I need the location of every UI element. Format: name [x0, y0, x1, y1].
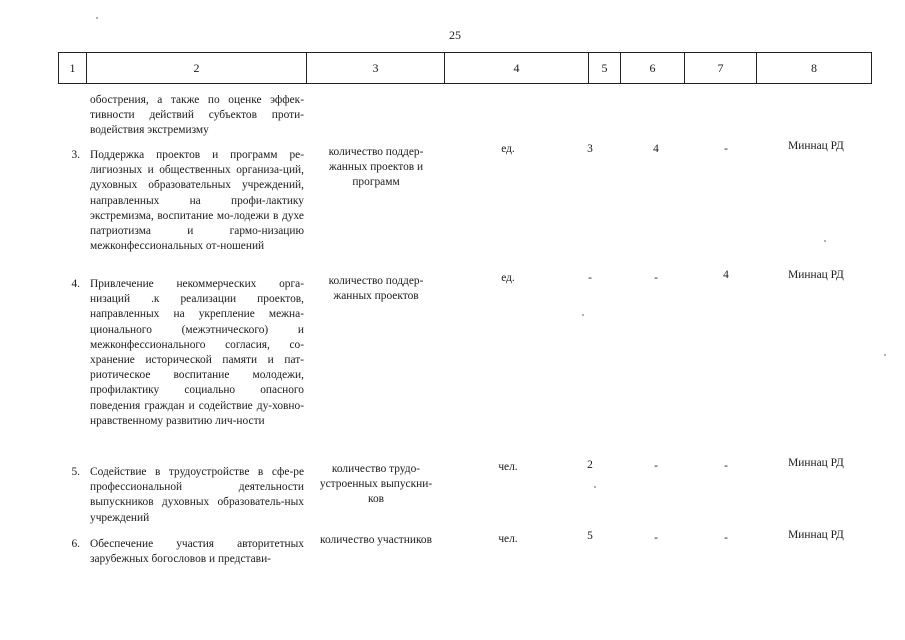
row-col-7: -	[724, 460, 728, 472]
row-col-5: 3	[587, 143, 593, 155]
row-indicator: количество поддер-жанных проектов	[328, 275, 424, 303]
row-col-5: 5	[587, 530, 593, 542]
row-activity-name: Обеспечение участия авторитетных зарубежных богословов и представи-	[90, 538, 304, 566]
row-col-5: 2	[587, 459, 593, 471]
row-col-6: 4	[653, 143, 659, 155]
header-col-3: 3	[306, 52, 444, 84]
row-unit: чел.	[498, 533, 518, 545]
header-col-6: 6	[620, 52, 684, 84]
row-activity-name: Привлечение некоммерческих орга-низаций .к реализации проектов, направленных на укрепление межна-ционального (межэтнического) и межконфессионального согласия, со-хранение исторической памяти и пат-риотическое воспитание молодежи, профилактику социально опасного поведения граждан и содействие ду-ховно-нравственному развитию лич-ности	[90, 278, 304, 427]
header-col-2: 2	[86, 52, 306, 84]
row-executor: Миннац РД	[788, 457, 844, 469]
header-col-1: 1	[58, 52, 86, 84]
row-col-7: 4	[723, 269, 729, 281]
scan-speck	[582, 314, 584, 316]
page-number: 25	[449, 28, 461, 42]
row-indicator: количество поддер-жанных проектов и программ	[328, 146, 424, 189]
row-col-7: -	[724, 143, 728, 155]
row-col-5: -	[588, 272, 592, 284]
row-col-6: -	[654, 460, 658, 472]
continuation-text: обострения, а также по оценке эффек-тивности действий субъектов проти-водействия экстремизму	[90, 94, 304, 137]
row-activity-name: Содействие в трудоустройстве в сфе-ре профессиональной деятельности выпускников духовных образователь-ных учреждений	[90, 466, 304, 524]
row-col-7: -	[724, 532, 728, 544]
row-executor: Миннац РД	[788, 140, 844, 152]
row-unit: ед.	[501, 143, 515, 155]
scan-speck	[884, 354, 886, 356]
row-executor: Миннац РД	[788, 269, 844, 281]
row-indicator: количество участников	[320, 534, 432, 546]
row-number: 4.	[71, 278, 80, 290]
table-header	[58, 52, 872, 84]
row-unit: чел.	[498, 461, 518, 473]
scan-speck	[96, 17, 98, 19]
header-col-5: 5	[588, 52, 620, 84]
row-activity-name: Поддержка проектов и программ ре-лигиозных и общественных организа-ций, духовных образовательных учреждений, направленных на профи-лактику экстремизма, воспитание мо-лодежи в духе патриотизма и гармо-низацию межконфессиональных от-ношений	[90, 149, 304, 253]
row-col-6: -	[654, 272, 658, 284]
scan-speck	[824, 240, 826, 242]
scan-speck	[594, 486, 596, 488]
header-col-4: 4	[444, 52, 588, 84]
row-unit: ед.	[501, 272, 515, 284]
row-number: 6.	[71, 538, 80, 550]
row-number: 5.	[71, 466, 80, 478]
row-indicator: количество трудо-устроенных выпускни-ков	[319, 463, 433, 506]
row-number: 3.	[71, 149, 80, 161]
row-executor: Миннац РД	[788, 529, 844, 541]
row-col-6: -	[654, 532, 658, 544]
header-col-8: 8	[756, 52, 872, 84]
header-col-7: 7	[684, 52, 756, 84]
